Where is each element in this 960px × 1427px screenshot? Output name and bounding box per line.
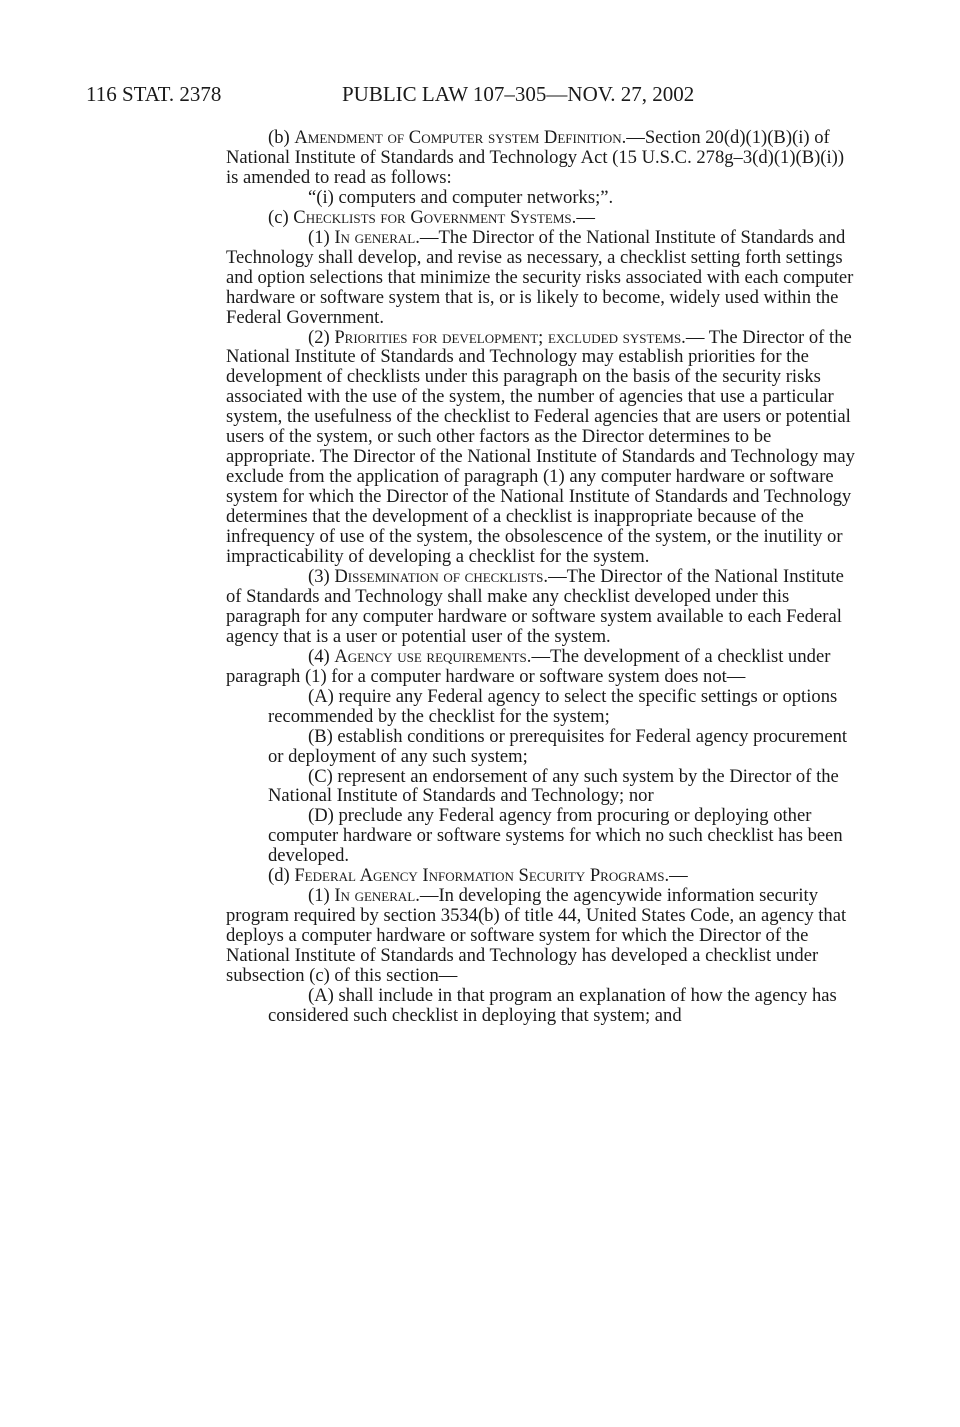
- paragraph-d1-heading: In general.: [334, 885, 420, 907]
- paragraph-c3-text: —The Director of the National Institute of Standards and Technology shall make any checklist developed under this paragraph for any computer hardware or software system available to each Federal agency that is a user or potential user of the system.: [226, 565, 844, 647]
- paragraph-c4: [226, 647, 860, 687]
- public-law-citation: PUBLIC LAW 107–305—NOV. 27, 2002: [342, 82, 695, 106]
- document-body: [226, 128, 860, 1026]
- paragraph-c2-text: — The Director of the National Institute of Standards and Technology may establish priorities for the development of checklists under this paragraph on the basis of the security risks associated with the use of the system, the number of agencies that use a particular system, the usefulness of the checklist to Federal agencies that are users or potential users of the system, or such other factors as the Director determines to be appropriate. The Director of the National Institute of Standards and Technology may exclude from the application of paragraph (1) any computer hardware or software system for which the Director of the National Institute of Standards and Technology determines that the development of a checklist is inappropriate because of the infrequency of use of the system, the obsolescence of the system, or the inutility or impracticability of developing a checklist for the system.: [226, 326, 855, 568]
- subsection-b: [226, 128, 860, 188]
- paragraph-c1-label: (1): [308, 226, 335, 248]
- paragraph-c4-text: —The development of a checklist under paragraph (1) for a computer hardware or software system does not—: [226, 645, 831, 687]
- subsection-c-heading-line: [226, 208, 860, 228]
- paragraph-c1-text: —The Director of the National Institute of Standards and Technology shall develop, and revise as necessary, a checklist setting forth settings and option selections that minimize the security risks associated with each computer hardware or software system that is, or is likely to become, widely used within the Federal Government.: [226, 226, 854, 328]
- subsection-d-heading: Federal Agency Information Security Programs.: [294, 865, 670, 887]
- subsection-c-dash: —: [576, 206, 595, 228]
- subparagraph-c4-b: (B) establish conditions or prerequisites for Federal agency procurement or deployment of any such system;: [268, 725, 848, 767]
- paragraph-d1-label: (1): [308, 885, 335, 907]
- subsection-d-heading-line: [226, 866, 860, 886]
- running-header: [86, 82, 860, 112]
- subsection-d-dash: —: [669, 865, 688, 887]
- subparagraph-c4-a: (A) require any Federal agency to select the specific settings or options recommended by the checklist for the system;: [268, 685, 838, 727]
- paragraph-c2: [226, 328, 860, 567]
- subparagraph-c4-c: (C) represent an endorsement of any such system by the Director of the National Institute of Standards and Technology; nor: [268, 765, 839, 807]
- paragraph-c3-label: (3): [308, 565, 335, 587]
- subparagraph-c4-d: (D) preclude any Federal agency from procuring or deploying other computer hardware or software systems for which no such checklist has been developed.: [268, 805, 843, 867]
- paragraph-d1: [226, 886, 860, 986]
- paragraph-c2-label: (2): [308, 326, 335, 348]
- paragraph-c3: [226, 567, 860, 647]
- subsection-b-text: —Section 20(d)(1)(B)(i) of National Institute of Standards and Technology Act (15 U.S.C. 278g–3(d)(1)(B)(i)) is amended to read as follows:: [226, 127, 845, 188]
- amended-clause-quote: “(i) computers and computer networks;”.: [308, 186, 614, 208]
- paragraph-c2-heading: Priorities for development; excluded systems.: [334, 326, 686, 348]
- paragraph-c4-heading: Agency use requirements.: [334, 645, 532, 667]
- subsection-c-heading: Checklists for Government Systems.: [293, 206, 577, 228]
- subsection-c-label: (c): [268, 206, 294, 228]
- paragraph-c3-heading: Dissemination of checklists.: [334, 565, 549, 587]
- subsection-b-label: (b): [268, 127, 295, 148]
- paragraph-c1-heading: In general.: [334, 226, 420, 248]
- paragraph-c4-label: (4): [308, 645, 335, 667]
- subsection-b-heading: Amendment of Computer system Definition.: [294, 127, 627, 148]
- stat-page-number: 116 STAT. 2378: [86, 82, 222, 106]
- paragraph-c1: [226, 228, 860, 328]
- subsection-d-label: (d): [268, 865, 295, 887]
- subparagraph-d1-a: (A) shall include in that program an explanation of how the agency has considered such checklist in deploying that system; and: [268, 984, 837, 1026]
- paragraph-d1-text: —In developing the agencywide information security program required by section 3534(b) of title 44, United States Code, an agency that deploys a computer hardware or software system for which the Director of the National Institute of Standards and Technology has developed a checklist under subsection (c) of this section—: [226, 885, 847, 987]
